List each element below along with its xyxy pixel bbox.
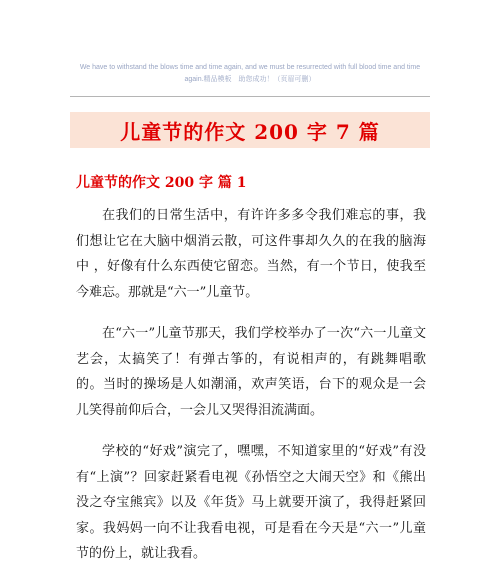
title-highlight-bar [70,112,430,148]
paragraph-3: 学校的“好戏”演完了，嘿嘿，不知道家里的“好戏”有没有“上演”？回家赶紧看电视《孙悟空之大闹天空》和《熊出没之夺宝熊宾》以及《年货》马上就要开演了，我得赶紧回家。我妈妈一向不让我看电视，可是看在今天是“六一”儿童节的份上，就让我看。 [76,444,426,561]
paragraph-2: 在“六一”儿童节那天，我们学校举办了一次“六一儿童文艺会，太搞笑了！有弹古筝的，有说相声的，有跳舞唱歌的。当时的操场是人如潮涌，欢声笑语，台下的观众是一会儿笑得前仰后合，一会儿又哭得泪流满面。 [76,326,426,418]
body-text [76,203,426,583]
page-header-banner [70,62,430,86]
paragraph-1: 在我们的日常生活中，有许许多多令我们难忘的事，我们想让它在大脑中烟消云散，可这件事却久久的在我的脑海中 ，好像有什么东西使它留恋。当然，有一个节日，使我至今难忘。那就是“六一”儿童节。 [76,208,426,300]
header-banner-line-2: again.精品模板 助您成功！（页眉可删） [184,76,316,83]
header-divider [70,96,430,97]
section-heading: 儿童节的作文 200 字 篇 1 [76,175,247,191]
header-banner-line-1: We have to withstand the blows time and time again, and we must be resurrected with full blood time and time [79,64,421,71]
document-title: 儿童节的作文 200 字 7 篇 [120,119,380,144]
